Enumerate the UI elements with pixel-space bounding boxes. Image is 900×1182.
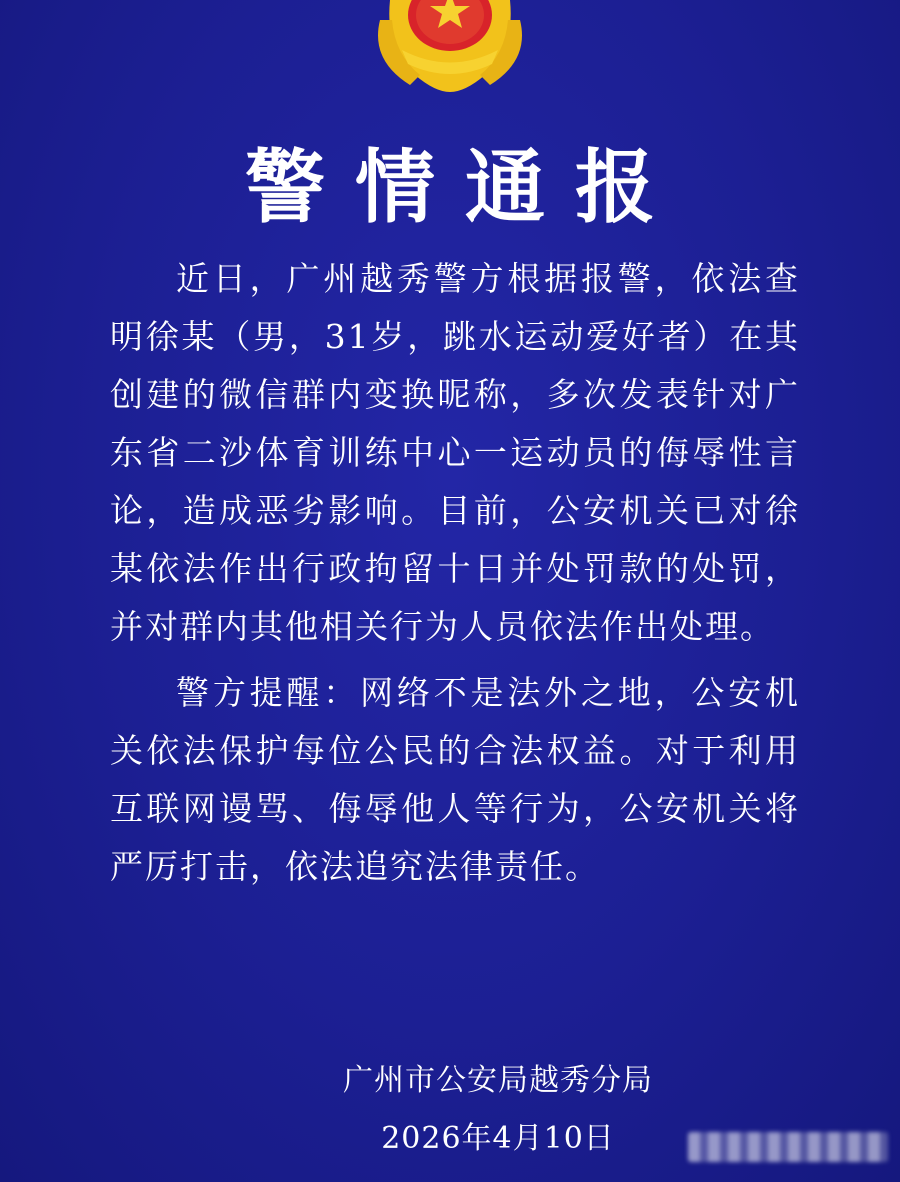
paragraph-reminder: 警方提醒：网络不是法外之地，公安机关依法保护每位公民的合法权益。对于利用互联网谩骂、侮辱他人等行为，公安机关将严厉打击，依法追究法律责任。 [110,673,800,886]
blurred-watermark [688,1132,888,1162]
issuer-name: 广州市公安局越秀分局 [343,1063,653,1098]
page-title: 警情通报 [245,141,685,234]
police-emblem-icon [370,0,530,100]
issue-date: 2026年4月10日 [381,1121,615,1156]
paragraph-incident: 近日，广州越秀警方根据报警，依法查明徐某（男，31岁，跳水运动爱好者）在其创建的微信群内变换昵称，多次发表针对广东省二沙体育训练中心一运动员的侮辱性言论，造成恶劣影响。目前，公安机关已对徐某依法作出行政拘留十日并处罚款的处罚，并对群内其他相关行为人员依法作出处理。 [110,259,800,646]
notice-body [110,250,800,896]
